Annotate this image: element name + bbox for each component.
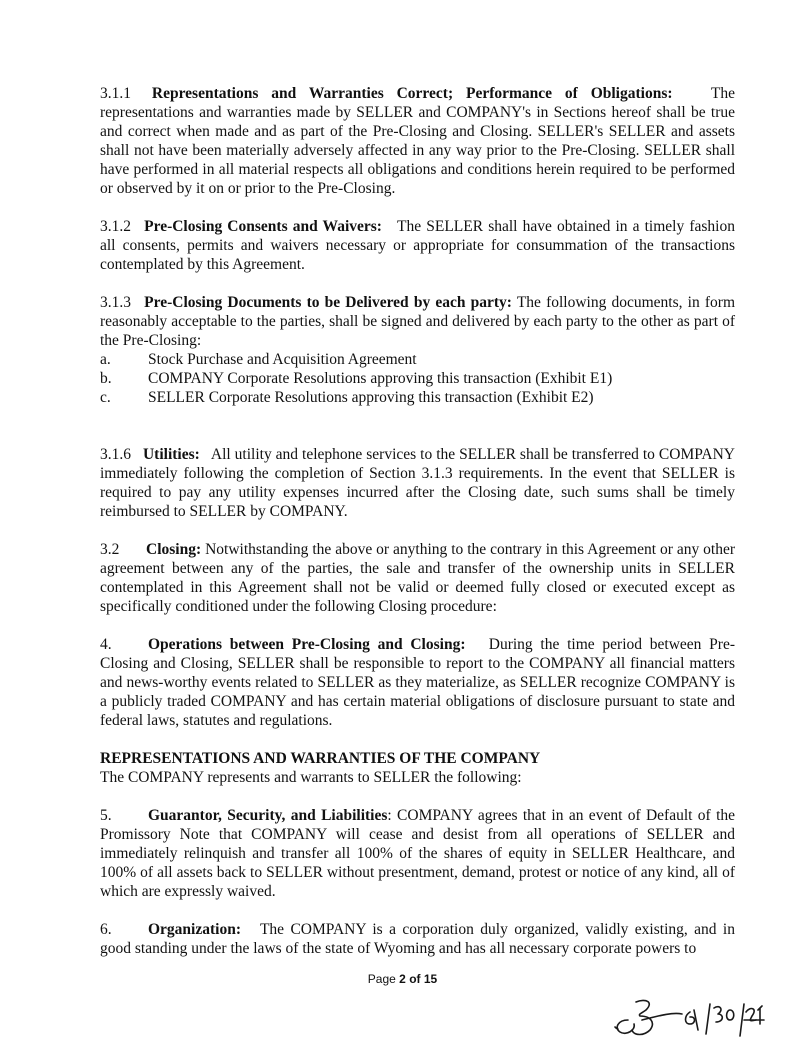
page-label: Page <box>367 972 396 986</box>
section-4 <box>100 635 735 730</box>
document-body <box>100 84 735 958</box>
section-text: : COMPANY agrees that in an event of Default of the Promissory Note that COMPANY will cease and desist from all operations of SELLER and immediately relinquish and transfer all 100% of the shares of equity in SELLER Healthcare, and 100% of all assets back to SELLER without presentment, demand, protest or notice of any kind, all of which are expressly waived. <box>100 807 736 900</box>
page-of-label: of <box>409 972 421 986</box>
list-letter: a. <box>100 351 111 368</box>
page-total: 15 <box>423 972 438 986</box>
list-letter: b. <box>100 370 112 387</box>
section-text: The representations and warranties made by SELLER and COMPANY's in Sections hereof shall be true and correct when made and as part of the Pre-Closing and Closing. SELLER's SELLER and assets shall not have been materially adversely affected in any way prior to the Pre-Closing. SELLER shall have performed in all material respects all obligations and conditions herein required to be performed or observed by it on or prior to the Pre-Closing. <box>100 85 735 197</box>
section-title: Pre-Closing Consents and Waivers: <box>144 218 382 235</box>
reps-intro: The COMPANY represents and warrants to SELLER the following: <box>100 769 522 786</box>
list-text: COMPANY Corporate Resolutions approving this transaction (Exhibit E1) <box>148 370 613 387</box>
list-item <box>100 369 735 388</box>
section-text: Notwithstanding the above or anything to the contrary in this Agreement or any other agreement between any of the parties, the sale and transfer of the ownership units in SELLER contemplated in this Agreement shall not be valid or deemed fully closed or executed except as specifically conditioned under the following Closing procedure: <box>100 541 736 615</box>
list-text: Stock Purchase and Acquisition Agreement <box>148 351 417 368</box>
section-text: The COMPANY is a corporation duly organized, validly existing, and in good standing under the laws of the state of Wyoming and has all necessary corporate powers to <box>100 921 735 957</box>
section-title: Guarantor, Security, and Liabilities <box>148 807 388 824</box>
signature-image <box>606 990 766 1042</box>
section-number: 3.1.6 <box>100 446 131 463</box>
section-3-1-2 <box>100 217 735 274</box>
page-current: 2 <box>399 972 406 986</box>
section-3-1-1 <box>100 84 735 198</box>
section-number: 5. <box>100 807 112 824</box>
handwritten-initials-signature <box>606 990 766 1047</box>
section-text: During the time period between Pre-Closing and Closing, SELLER shall be responsible to report to the COMPANY all financial matters and news-worthy events related to SELLER as they materialize, as SELLER recognize COMPANY is a publicly traded COMPANY and has certain material obligations of disclosure pursuant to state and federal laws, statutes and regulations. <box>100 636 735 729</box>
reps-heading: REPRESENTATIONS AND WARRANTIES OF THE COMPANY <box>100 750 541 767</box>
section-3-2 <box>100 540 735 616</box>
section-text: All utility and telephone services to the SELLER shall be transferred to COMPANY immediately following the completion of Section 3.1.3 requirements. In the event that SELLER is required to pay any utility expenses incurred after the Closing date, such sums shall be timely reimbursed to SELLER by COMPANY. <box>100 446 735 520</box>
section-3-1-3 <box>100 293 735 350</box>
section-6 <box>100 920 735 958</box>
list-item <box>100 388 735 407</box>
list-text: SELLER Corporate Resolutions approving this transaction (Exhibit E2) <box>148 389 594 406</box>
section-title: Representations and Warranties Correct; Performance of Obligations: <box>151 85 673 102</box>
section-title: Utilities: <box>142 446 200 463</box>
section-number: 6. <box>100 921 112 938</box>
section-number: 3.2 <box>100 541 120 558</box>
section-number: 3.1.2 <box>100 218 131 235</box>
section-title: Operations between Pre-Closing and Closing: <box>148 636 466 653</box>
section-5 <box>100 806 735 901</box>
section-3-1-6 <box>100 445 735 521</box>
list-item <box>100 350 735 369</box>
section-title: Closing: <box>146 541 202 558</box>
page-number-footer <box>0 972 805 986</box>
section-number: 3.1.3 <box>100 294 131 311</box>
section-text: The SELLER shall have obtained in a timely fashion all consents, permits and waivers necessary or appropriate for consummation of the transactions contemplated by this Agreement. <box>100 218 735 273</box>
section-title: Organization: <box>148 921 241 938</box>
section-text: The following documents, in form reasonably acceptable to the parties, shall be signed and delivered by each party to the other as part of the Pre-Closing: <box>100 294 735 349</box>
section-number: 3.1.1 <box>100 85 131 102</box>
section-title: Pre-Closing Documents to be Delivered by each party: <box>144 294 512 311</box>
list-letter: c. <box>100 389 111 406</box>
section-number: 4. <box>100 636 112 653</box>
